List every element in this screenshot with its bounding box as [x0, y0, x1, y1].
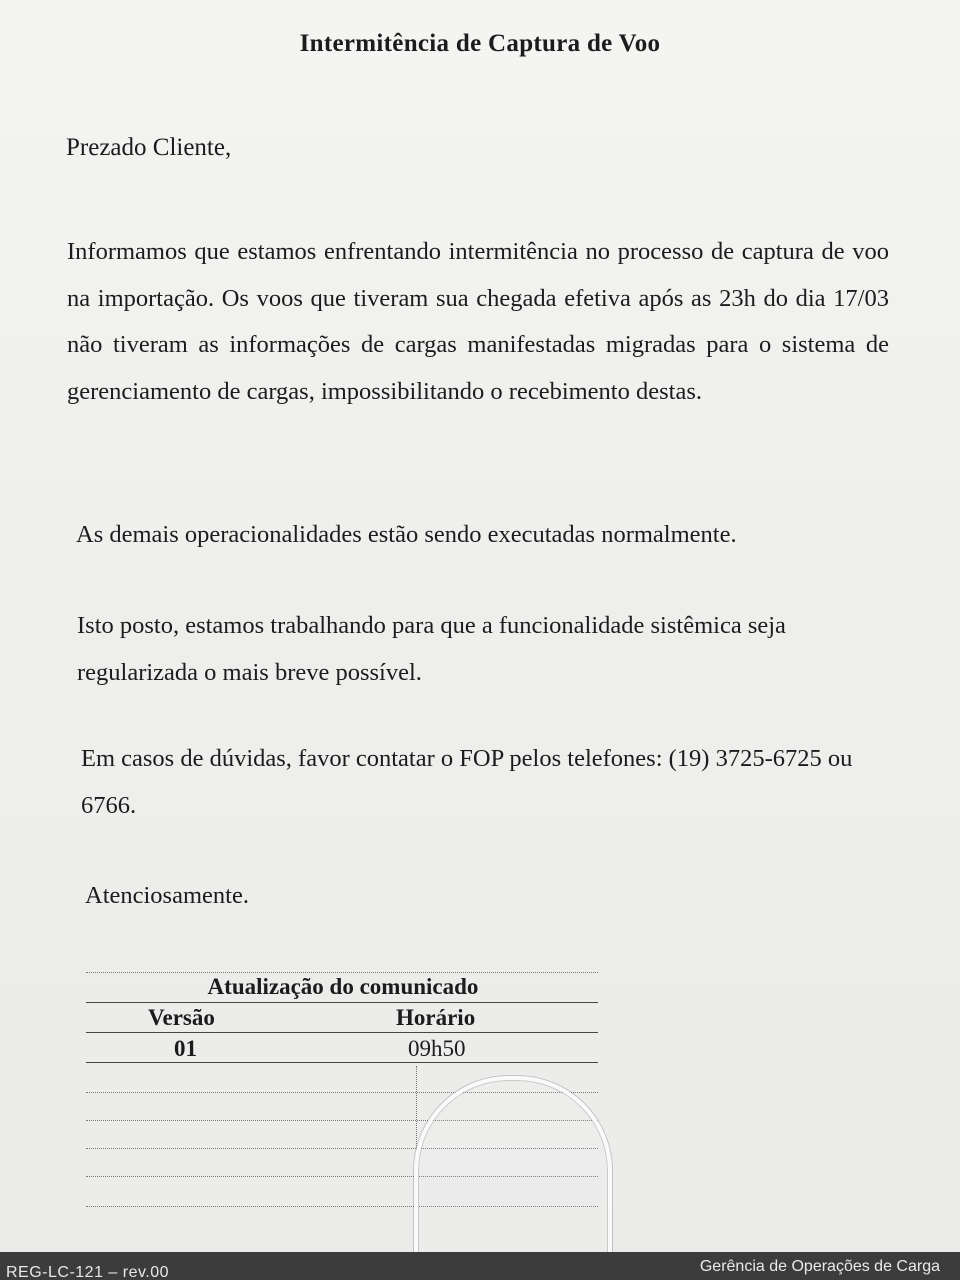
column-header-time: Horário — [396, 1005, 476, 1030]
footer-department: Gerência de Operações de Carga — [699, 1258, 940, 1275]
table-rule — [86, 1002, 598, 1003]
table-caption: Atualização do comunicado — [207, 974, 479, 999]
greeting: Prezado Cliente, — [66, 134, 232, 161]
paragraph-working-on-fix: Isto posto, estamos trabalhando para que a funcionalidade sistêmica seja regularizada o mais breve possível. — [77, 612, 786, 686]
paragraph-contact-info: Em casos de dúvidas, favor contatar o FOP pelos telefones: (19) 3725-6725 ou 6766. — [81, 745, 853, 819]
column-header-version: Versão — [148, 1005, 215, 1030]
paragraph-other-operations: As demais operacionalidades estão sendo executadas normalmente. — [76, 521, 737, 548]
closing: Atenciosamente. — [85, 882, 249, 909]
table-rule — [86, 972, 598, 973]
cell-version: 01 — [174, 1036, 197, 1061]
cell-time: 09h50 — [408, 1036, 466, 1061]
footer-bar — [0, 1252, 960, 1280]
table-rule — [86, 1032, 598, 1033]
table-rule — [86, 1062, 598, 1063]
document-title: Intermitência de Captura de Voo — [299, 30, 661, 57]
binder-clip — [414, 1076, 612, 1280]
paragraph-capture-issue: Informamos que estamos enfrentando intermitência no processo de captura de voo na importação. Os voos que tiveram sua chegada efetiva após as 23h do dia 17/03 não tiveram as informações de cargas manifestadas migradas para o sistema de gerenciamento de cargas, impossibilitando o recebimento destas. — [67, 238, 889, 405]
footer-form-code: REG-LC-121 – rev.00 — [6, 1264, 170, 1280]
